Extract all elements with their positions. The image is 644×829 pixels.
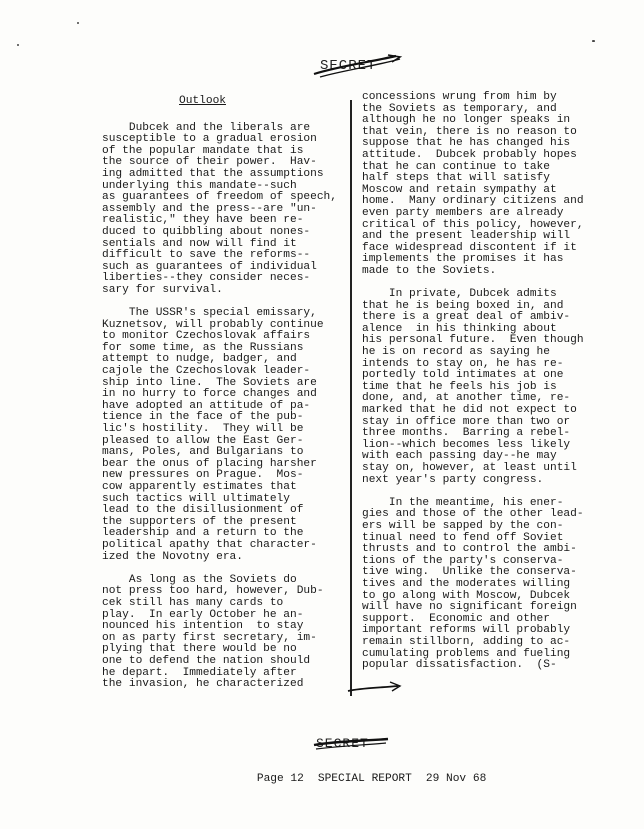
inline-classification-strike [346, 680, 406, 696]
page-number: Page 12 [256, 773, 304, 785]
strike-through-mark [312, 733, 392, 755]
classification-text: SECRET [316, 736, 369, 751]
classification-mark-bottom [312, 733, 392, 755]
section-heading: Outlook [179, 95, 226, 107]
column-divider [350, 100, 352, 696]
right-column [362, 92, 602, 683]
scan-speck [592, 40, 595, 42]
paragraph: concessions wrung from him by the Soviets as temporary, and although he no longer speaks in that vein, there is no reason to suppose that he has changed his attitude. Dubcek probably hopes that he can continue to take half steps that will satisfy Moscow and retain sympathy at home. Many ordinary citizens and even party members are already critical of this policy, however, and the present leadership will face widespread discontent if it implements the promises it has made to the Soviets. [362, 91, 584, 277]
classification-text: SECRET [320, 58, 377, 74]
page-footer [230, 761, 500, 797]
paragraph: In the meantime, his ener- gies and those of the other lead- ers will be sapped by the con- tinual need to fend off Soviet thrusts and to control the ambi- tions of the party's conserva- tive wing. Unlike the conserva- tives and the moderates willing to go along with Moscow, Dubcek will have no significant foreign support. Economic and other important reforms will probably remain stillborn, adding to ac- cumulating problems and fueling popular dissatisfaction. (S- [362, 496, 584, 672]
report-date: 29 Nov 68 [425, 773, 487, 785]
scan-speck [17, 44, 19, 46]
paragraph: As long as the Soviets do not press too hard, however, Dub- cek still has many cards to play. In early October he an- nounced his intention to stay on as party first secretary, im- plying that there would be no one to defend the nation should he depart. Immediately after the invasion, he characterized [102, 573, 324, 691]
classification-mark-top [300, 52, 410, 80]
paragraph: The USSR's special emissary, Kuznetsov, will probably continue to monitor Czechoslovak affairs for some time, as the Russians attempt to nudge, badger, and cajole the Czechoslovak leader- ship into line. The Soviets are in no hurry to force changes and have adopted an attitude of pa- tience in the face of the pub- lic's hostility. They will be pleased to allow the East Ger- mans, Poles, and Bulgarians to bear the onus of placing harsher new pressures on Prague. Mos- cow apparently estimates that such tactics will ultimately lead to the disillusionment of the supporters of the present leadership and a return to the political apathy that character- ized the Novotny era. [102, 307, 324, 563]
paragraph: Dubcek and the liberals are susceptible to a gradual erosion of the popular mandate that is the source of their power. Hav- ing admitted that the assumptions underlying this mandate--such as guarantees of freedom of speech, assembly and the press--are "un- realistic," they have been re- duced to quibbling about nones- sentials and now will find it difficult to save the reforms-- such as guarantees of individual liberties--they consider neces- sary for survival. [102, 121, 337, 296]
left-column [102, 92, 342, 702]
strike-through-mark [300, 52, 410, 80]
paragraph: In private, Dubcek admits that he is being boxed in, and there is a great deal of ambiv- alence in his thinking about his personal future. Even though he is on record as saying he intends to stay on, he has re- portedly told intimates at one time that he feels his job is done, and, at another time, re- marked that he did not expect to stay in office more than two or three months. Barring a rebel- lion--which becomes less likely with each passing day--he may stay on, however, at least until next year's party congress. [362, 288, 584, 486]
scan-speck [77, 22, 79, 24]
report-title: SPECIAL REPORT [317, 773, 412, 785]
